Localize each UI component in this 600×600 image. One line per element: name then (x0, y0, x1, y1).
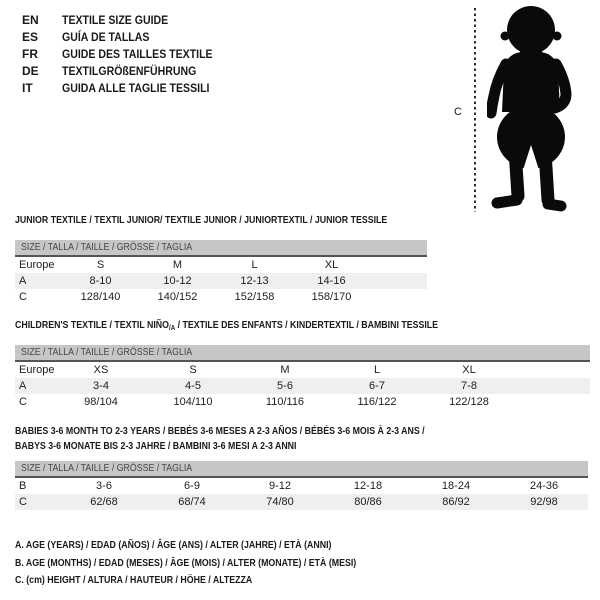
table-row (15, 378, 590, 394)
lang-row-es (22, 29, 233, 46)
size-cell: 18-24 (441, 480, 471, 492)
size-cell: M (280, 364, 290, 376)
row-label: C (19, 396, 27, 408)
children-size-table (15, 345, 590, 410)
size-cell: 86/92 (412, 494, 500, 510)
children-section-title (15, 320, 496, 332)
lang-row-de (22, 63, 233, 80)
height-marker-label: C (454, 106, 462, 118)
size-header-bar (15, 461, 588, 477)
lang-code: ES (22, 30, 39, 44)
note-a: A. AGE (YEARS) / EDAD (AÑOS) / ÂGE (ANS) / ALTER (JAHRE) / ETÀ (ANNI) (15, 540, 332, 551)
size-cell: 24-36 (529, 480, 559, 492)
row-label: Europe (19, 364, 55, 376)
size-cell: L (251, 259, 258, 271)
size-cell: 12-13 (216, 273, 293, 289)
size-cell: XS (93, 364, 109, 376)
filler-cell (515, 378, 590, 394)
lang-code: IT (22, 81, 33, 95)
lang-title: GUIDE DES TAILLES TEXTILE (62, 47, 213, 61)
table-row (15, 273, 427, 289)
filler-cell (370, 273, 427, 289)
language-title-block (22, 12, 233, 97)
size-cell: XL (462, 364, 476, 376)
children-title-text: CHILDREN'S TEXTILE / TEXTIL $NIÑO_{/A}$ / TEXTILE DES ENFANTS / KINDERTEXTIL / BAMBINI TESSILE (15, 320, 439, 332)
size-cell: 62/68 (60, 494, 148, 510)
size-cell: 3-6 (96, 480, 112, 492)
size-cell: 116/122 (357, 396, 397, 408)
note-b: B. AGE (MONTHS) / EDAD (MESES) / ÂGE (MOIS) / ALTER (MONATE) / ETÀ (MESI) (15, 557, 357, 569)
children-title-subscript: /A (168, 325, 176, 332)
size-cell: XL (324, 259, 339, 271)
size-cell: 3-4 (55, 378, 147, 394)
size-cell: 122/128 (449, 396, 489, 408)
row-label: B (19, 480, 27, 492)
size-cell: 6-9 (184, 480, 200, 492)
filler-cell (370, 289, 427, 305)
size-cell: 98/104 (84, 396, 118, 408)
height-measure-dashed-line (474, 8, 476, 212)
note-c: C. (cm) HEIGHT / ALTURA / HAUTEUR / HÖHE / ALTEZZA (15, 575, 253, 586)
lang-row-fr (22, 46, 233, 63)
filler-cell (515, 361, 590, 378)
row-label: Europe (19, 259, 55, 271)
size-cell: 10-12 (139, 273, 216, 289)
size-header-bar (15, 345, 590, 361)
size-cell: 8-10 (62, 273, 139, 289)
size-cell: 92/98 (500, 494, 588, 510)
babies-title-line2: BABYS 3-6 MONATE BIS 2-3 JAHRE / BAMBINI 3-6 MESI A 2-3 ANNI (15, 441, 297, 452)
lang-row-en (22, 12, 233, 29)
size-header-bar (15, 240, 427, 256)
size-header-text: SIZE / TALLA / TAILLE / GRÖSSE / TAGLIA (21, 242, 193, 253)
lang-code: FR (22, 47, 38, 61)
lang-title: TEXTILE SIZE GUIDE (62, 13, 169, 27)
babies-size-table (15, 461, 588, 510)
size-cell: 12-18 (353, 480, 383, 492)
toddler-silhouette-icon (487, 4, 579, 212)
size-cell: S (96, 259, 105, 271)
row-label: C (15, 494, 60, 510)
size-cell: 7-8 (423, 378, 515, 394)
size-cell: 6-7 (331, 378, 423, 394)
table-row (15, 256, 427, 273)
size-cell: 158/170 (311, 291, 352, 303)
table-row (15, 289, 427, 305)
filler-cell (370, 256, 427, 273)
size-cell: 104/110 (173, 396, 213, 408)
junior-section-title (15, 215, 438, 226)
lang-code: EN (22, 13, 39, 27)
size-cell: 128/140 (80, 291, 121, 303)
table-row (15, 477, 588, 494)
lang-code: DE (22, 64, 39, 78)
table-row (15, 361, 590, 378)
lang-title: GUIDA ALLE TAGLIE TESSILI (62, 81, 210, 95)
size-cell: 80/86 (324, 494, 412, 510)
lang-title: GUÍA DE TALLAS (62, 30, 150, 44)
size-cell: 14-16 (293, 273, 370, 289)
size-cell: 68/74 (148, 494, 236, 510)
lang-row-it (22, 80, 233, 97)
table-row (15, 394, 590, 410)
filler-cell (515, 394, 590, 410)
size-cell: 110/116 (265, 396, 305, 408)
junior-size-table (15, 240, 427, 305)
size-cell: 140/152 (157, 291, 198, 303)
size-cell: S (189, 364, 197, 376)
size-cell: 74/80 (236, 494, 324, 510)
size-cell: M (172, 259, 183, 271)
size-cell: 152/158 (234, 291, 275, 303)
babies-title-line1: BABIES 3-6 MONTH TO 2-3 YEARS / BEBÉS 3-6 MESES A 2-3 AÑOS / BÉBÉS 3-6 MOIS À 2-3 ANS / (15, 426, 425, 437)
row-label: A (15, 378, 55, 394)
table-row (15, 494, 588, 510)
size-header-text: SIZE / TALLA / TAILLE / GRÖSSE / TAGLIA (21, 347, 193, 358)
junior-title-text: JUNIOR TEXTILE / TEXTIL JUNIOR/ TEXTILE JUNIOR / JUNIORTEXTIL / JUNIOR TESSILE (15, 215, 388, 226)
size-cell: L (373, 364, 381, 376)
size-cell: 9-12 (268, 480, 292, 492)
row-label: C (19, 291, 27, 303)
lang-title: TEXTILGRÖßENFÜHRUNG (62, 64, 197, 78)
row-label: A (15, 273, 62, 289)
size-header-text: SIZE / TALLA / TAILLE / GRÖSSE / TAGLIA (21, 463, 193, 474)
size-cell: 5-6 (239, 378, 331, 394)
babies-section-title (15, 424, 480, 454)
size-cell: 4-5 (147, 378, 239, 394)
legend-notes (15, 537, 403, 590)
